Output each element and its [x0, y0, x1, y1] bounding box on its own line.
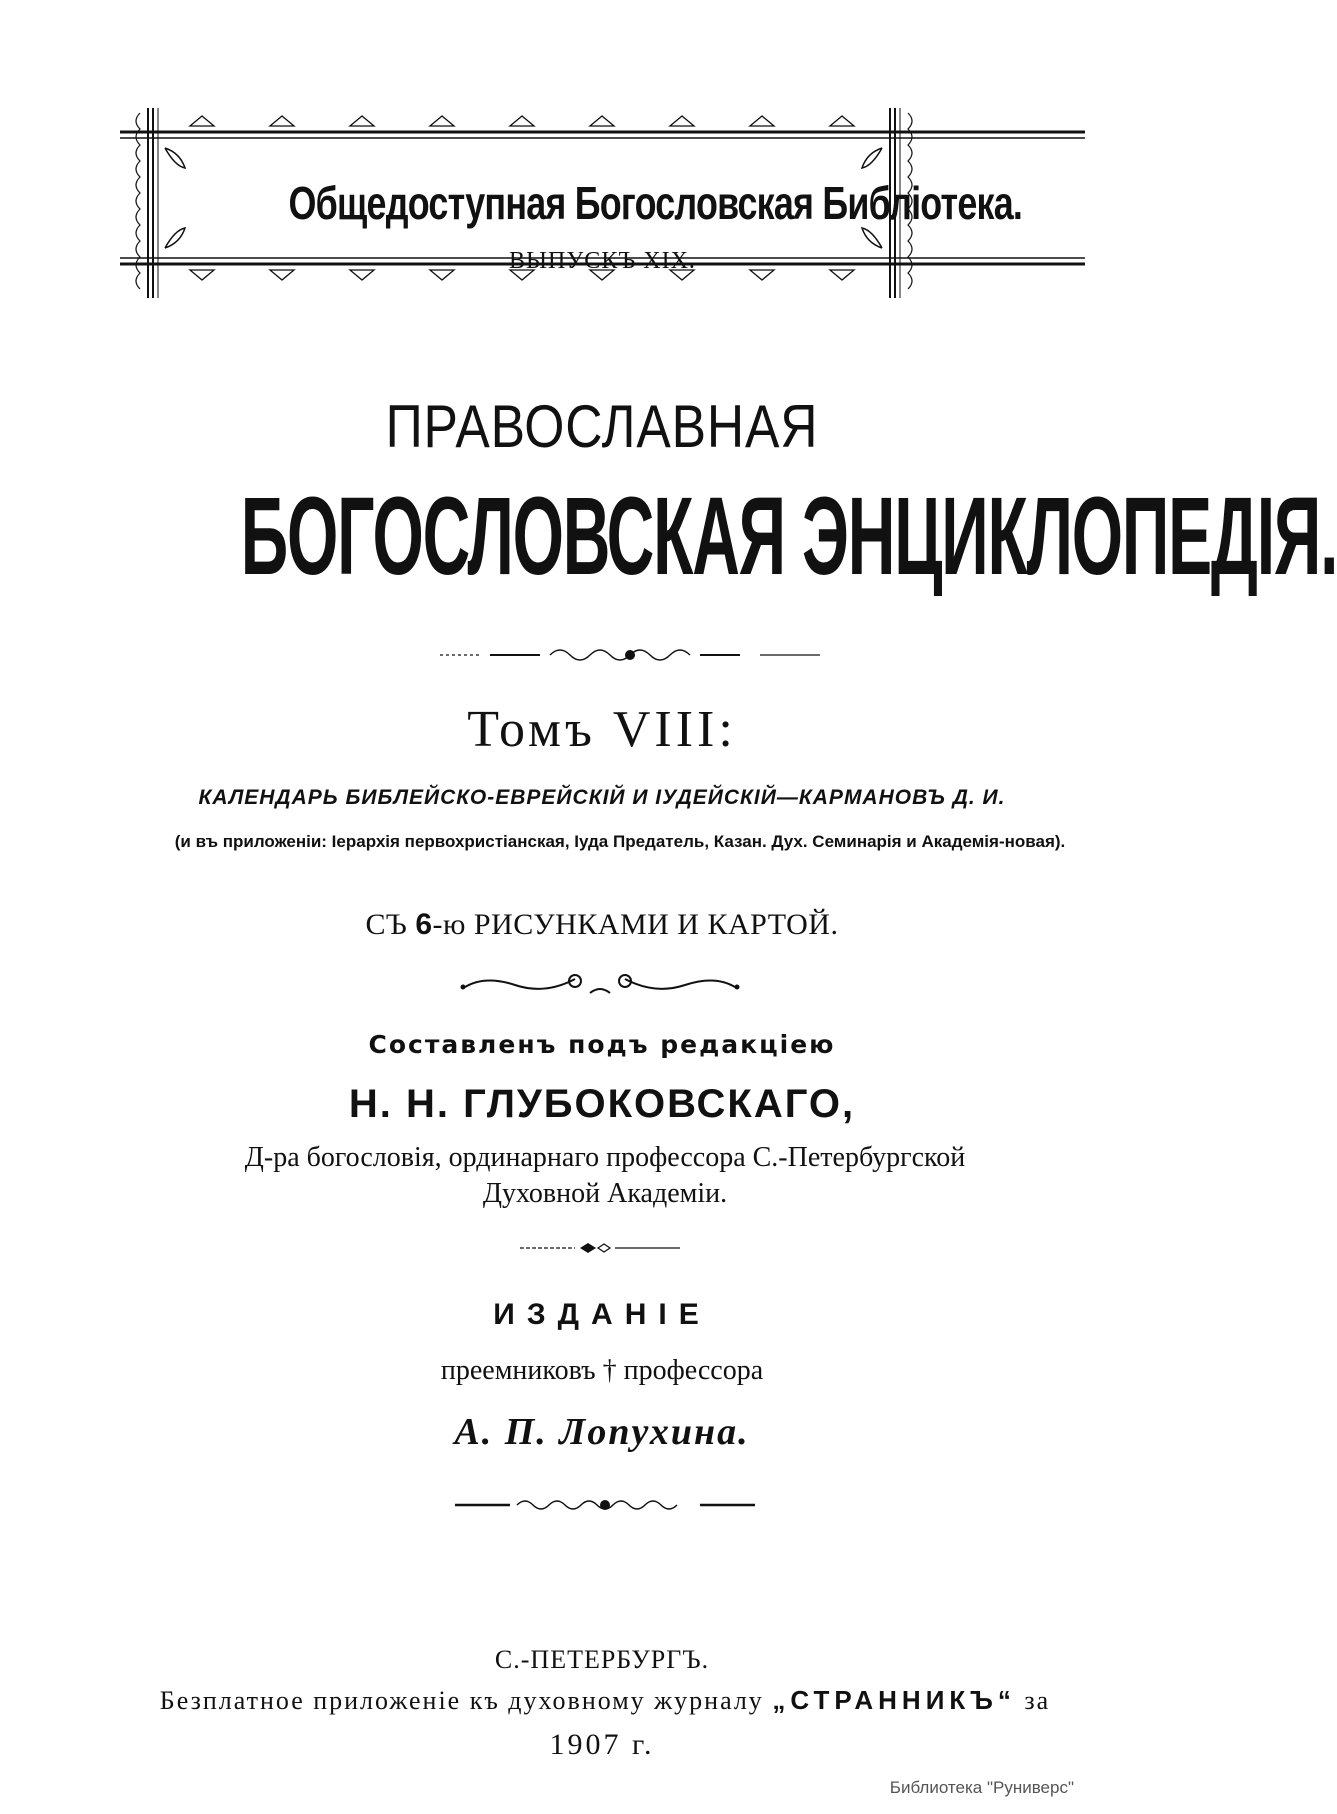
- illustrations-suffix: -ю РИСУНКАМИ И КАРТОЙ.: [432, 908, 839, 941]
- compiled-by: Составленъ подъ редакцiею: [368, 1030, 836, 1059]
- edition-successors: преемниковъ † профессора: [440, 1355, 764, 1386]
- library-watermark: Библиотека "Руниверс": [889, 1778, 1074, 1797]
- journal-name: „СТРАННИКЪ“: [772, 1685, 1016, 1715]
- supplement-text: Безплатное приложенiе къ духовному журналу: [159, 1686, 773, 1715]
- editor-credentials-line-2: Духовной Академiи.: [482, 1178, 728, 1209]
- illustrations-note: [0, 908, 1204, 942]
- title-line-2: БОГОСЛОВСКАЯ ЭНЦИКЛОПЕДIЯ.: [240, 475, 1337, 598]
- volume-contents: КАЛЕНДАРЬ БИБЛЕЙСКО-ЕВРЕЙСКIЙ И IУДЕЙСКIЙ—КАРМАНОВЪ Д. И.: [198, 786, 1006, 809]
- title-line-1: ПРАВОСЛАВНАЯ: [385, 393, 819, 460]
- imprint-city: С.-ПЕТЕРБУРГЪ.: [494, 1645, 710, 1674]
- illustrations-prefix: СЪ: [365, 908, 416, 941]
- illustrations-number: 6: [415, 908, 433, 941]
- ornament-scroll: [460, 965, 740, 1005]
- volume-label: Томъ VIII:: [467, 701, 737, 758]
- ornament-divider-3: [455, 1493, 755, 1517]
- series-frame: [120, 108, 1085, 348]
- editor-credentials: [120, 1140, 1090, 1212]
- editor-credentials-line-1: Д-ра богословiя, ординарнаго профессора С.-Петербургской: [244, 1142, 966, 1173]
- edition-person: А. П. Лопухина.: [454, 1411, 750, 1453]
- editor-name: Н. Н. ГЛУБОКОВСКАГО,: [348, 1082, 856, 1126]
- series-title: Общедоступная Богословская Библiотека.: [288, 177, 1023, 229]
- volume-appendix: (и въ приложенiи: Iерархiя первохристiанская, Iуда Предатель, Казан. Дух. Семинарiя и Академiя-новая).: [174, 832, 1066, 851]
- ornament-divider-2: [520, 1238, 680, 1258]
- supplement-tail: за: [1015, 1686, 1051, 1715]
- imprint-year: 1907 г.: [549, 1728, 655, 1761]
- ornament-divider-1: [440, 640, 820, 670]
- imprint-supplement: [100, 1685, 1110, 1716]
- edition-label: ИЗДАНIЕ: [493, 1298, 711, 1331]
- series-issue: ВЫПУСКЪ XIX.: [509, 248, 696, 274]
